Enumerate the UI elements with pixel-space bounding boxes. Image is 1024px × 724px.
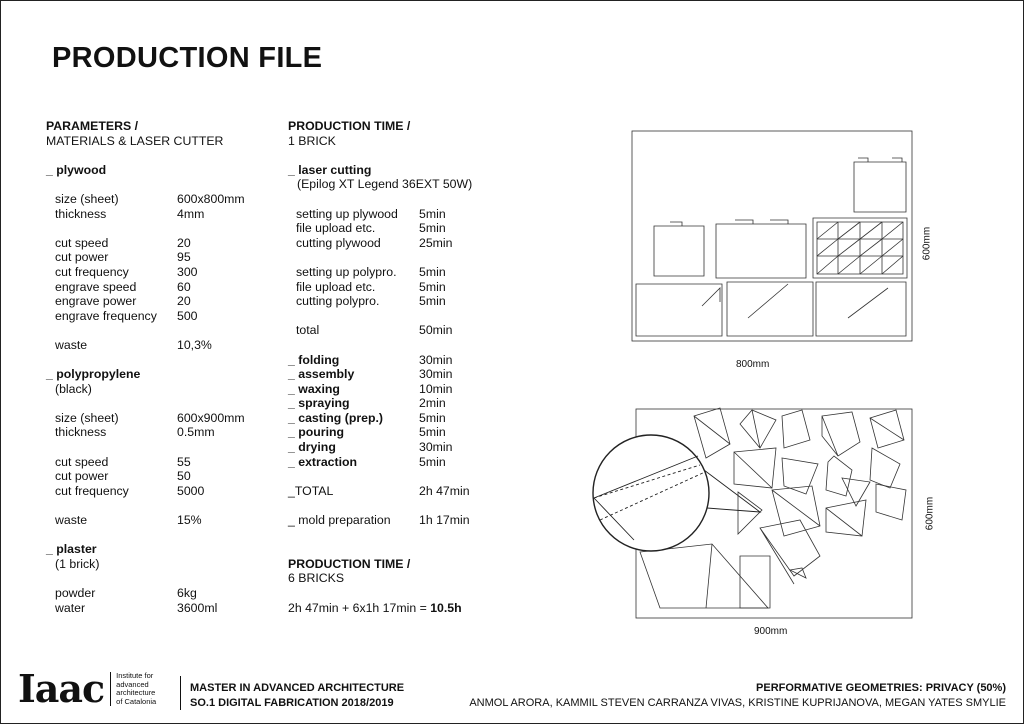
- formula-result: 10.5h: [430, 600, 462, 615]
- phase-row: _ pouring 5min: [288, 425, 446, 440]
- param-row: waste 10,3%: [55, 337, 212, 352]
- param-row: powder 6kg: [55, 586, 197, 600]
- institute-name: Institute for advanced architecture of Catalonia: [110, 672, 156, 706]
- phase-row: _ extraction 5min: [288, 454, 446, 469]
- time-row: cutting plywood 25min: [296, 235, 453, 250]
- bottom-width-label: 900mm: [754, 626, 788, 637]
- phase-row: _ folding 30min: [288, 352, 453, 367]
- production-time-sub-2: 6 BRICKS: [288, 571, 345, 586]
- mold-row: _ mold preparation 1h 17min: [288, 513, 470, 528]
- time-row: setting up polypro. 5min: [296, 264, 446, 279]
- time-row: file upload etc. 5min: [296, 279, 446, 294]
- param-row: cut frequency 5000: [55, 483, 205, 498]
- time-row: total 50min: [296, 323, 453, 338]
- phase-row: _ assembly 30min: [288, 367, 453, 382]
- production-time-sub: 1 BRICK: [288, 133, 336, 148]
- param-row: size (sheet) 600x800mm: [55, 191, 245, 206]
- course-name: SO.1 DIGITAL FABRICATION 2018/2019: [190, 697, 394, 709]
- plywood-label: _ plywood: [46, 162, 107, 177]
- grand-total-row: _TOTAL 2h 47min: [288, 483, 470, 498]
- laser-cutting-label: _ laser cutting: [288, 162, 372, 177]
- phase-row: _ spraying 2min: [288, 396, 446, 411]
- phase-row: _ waxing 10min: [288, 381, 453, 396]
- param-row: cut frequency 300: [55, 264, 198, 279]
- production-time-heading-2: PRODUCTION TIME /: [288, 556, 411, 571]
- param-row: cut power 50: [55, 469, 191, 484]
- project-info: [469, 681, 1006, 711]
- param-row: size (sheet) 600x900mm: [55, 410, 245, 425]
- param-row: thickness 4mm: [55, 206, 205, 221]
- param-row: cut speed 55: [55, 454, 191, 469]
- time-row: setting up plywood 5min: [296, 206, 446, 221]
- param-row: thickness 0.5mm: [55, 425, 215, 440]
- program-name: MASTER IN ADVANCED ARCHITECTURE: [190, 682, 405, 694]
- footer-divider: [180, 676, 181, 710]
- param-row: engrave speed 60: [55, 279, 191, 294]
- time-row: file upload etc. 5min: [296, 221, 446, 236]
- program-info: [190, 681, 404, 711]
- param-row: engrave power 20: [55, 294, 191, 309]
- param-row: engrave frequency 500: [55, 308, 198, 323]
- iaac-logo: [18, 666, 157, 711]
- parameters-heading: PARAMETERS /: [46, 119, 139, 133]
- plaster-label: _ plaster: [46, 542, 97, 557]
- param-row: cut speed 20: [55, 235, 191, 250]
- bottom-height-label: 600mm: [924, 496, 936, 531]
- polypropylene-label: _ polypropylene: [46, 367, 141, 382]
- project-title: PERFORMATIVE GEOMETRIES: PRIVACY (50%): [756, 682, 1006, 694]
- time-row: cutting polypro. 5min: [296, 294, 446, 309]
- page-title: PRODUCTION FILE: [52, 42, 323, 74]
- formula-row: 2h 47min + 6x1h 17min = 10.5h: [288, 600, 462, 615]
- phase-row: _ drying 30min: [288, 440, 453, 455]
- top-height-label: 600mm: [921, 226, 933, 261]
- parameters-subheading: MATERIALS & LASER CUTTER: [46, 133, 224, 148]
- production-time-heading: PRODUCTION TIME /: [288, 119, 411, 133]
- laser-cutting-note: (Epilog XT Legend 36EXT 50W): [297, 177, 473, 192]
- param-row: waste 15%: [55, 513, 202, 528]
- phase-row: _ casting (prep.) 5min: [288, 410, 446, 425]
- plaster-note: (1 brick): [55, 556, 100, 571]
- polypropylene-note: (black): [55, 381, 92, 396]
- top-width-label: 800mm: [736, 359, 770, 370]
- iaac-logo-mark: Iaac: [18, 666, 105, 711]
- plywood-sheet-drawing: [632, 131, 912, 341]
- authors: ANMOL ARORA, KAMMIL STEVEN CARRANZA VIVAS, KRISTINE KUPRIJANOVA, MEGAN YATES SMYLIE: [469, 697, 1006, 709]
- param-row: water 3600ml: [55, 600, 218, 615]
- param-row: cut power 95: [55, 250, 191, 265]
